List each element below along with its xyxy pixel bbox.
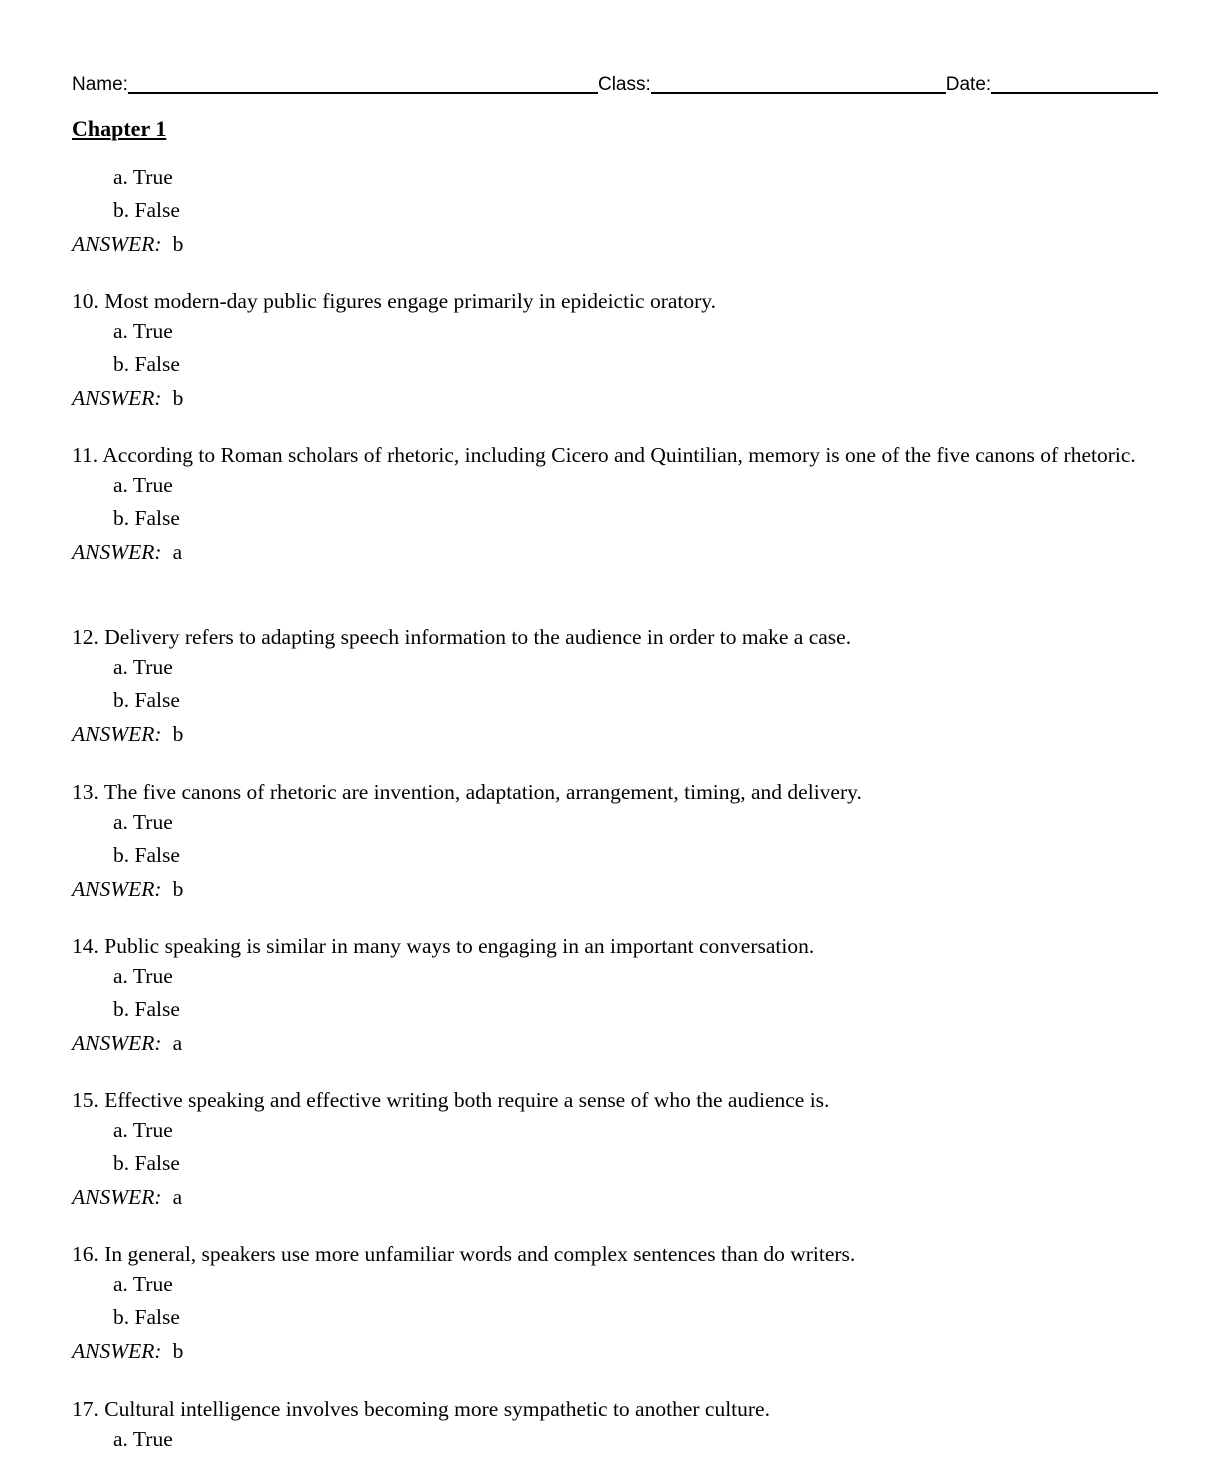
option-b: b. False [113,352,180,376]
question-stem: 11. According to Roman scholars of rhetoric, including Cicero and Quintilian, memory is one of the five canons of rhetoric. [72,443,1136,467]
class-label: Class: [597,74,651,95]
question-stem: 17. Cultural intelligence involves becoming more sympathetic to another culture. [72,1397,770,1421]
option-a: a. True [113,1427,173,1451]
question-stem: 16. In general, speakers use more unfamiliar words and complex sentences than do writers. [72,1242,856,1266]
answer-value: a [172,1185,183,1209]
option-a: a. True [113,655,173,679]
option-a: a. True [113,165,173,189]
option-b: b. False [113,688,180,712]
question-stem: 10. Most modern-day public figures engage primarily in epideictic oratory. [72,289,717,313]
question-item [72,1086,1158,1214]
option-a: a. True [113,810,173,834]
question-item [72,441,1158,569]
answer-label: ANSWER: [72,1339,162,1363]
option-a: a. True [113,1118,173,1142]
student-info-header [72,70,1158,96]
option-a: a. True [113,1272,173,1296]
chapter-title: Chapter 1 [72,116,167,141]
option-a: a. True [113,964,173,988]
answer-line [72,1334,1158,1368]
question-stem: 15. Effective speaking and effective writing both require a sense of who the audience is. [72,1088,830,1112]
option-b: b. False [113,1305,180,1329]
class-blank-line [651,74,946,94]
answer-label: ANSWER: [72,722,162,746]
answer-value: b [172,1339,184,1363]
answer-line [72,872,1158,906]
answer-value: b [172,877,184,901]
answer-line [72,1026,1158,1060]
question-stem: 14. Public speaking is similar in many ways to engaging in an important conversation. [72,934,815,958]
question-stem: 12. Delivery refers to adapting speech information to the audience in order to make a case. [72,625,852,649]
answer-line [72,535,1158,569]
question-item [72,932,1158,1060]
answer-label: ANSWER: [72,1185,162,1209]
option-b: b. False [113,506,180,530]
answer-line [72,717,1158,751]
option-a: a. True [113,319,173,343]
answer-value: b [172,722,184,746]
answer-line [72,381,1158,415]
answer-value: b [172,232,184,256]
answer-label: ANSWER: [72,386,162,410]
answer-label: ANSWER: [72,540,162,564]
answer-value: b [172,386,184,410]
answer-label: ANSWER: [72,1031,162,1055]
answer-label: ANSWER: [72,877,162,901]
question-item [72,778,1158,906]
option-b: b. False [113,198,180,222]
question-item [72,287,1158,415]
name-blank-line [128,74,598,94]
answer-label: ANSWER: [72,232,162,256]
option-a: a. True [113,473,173,497]
question-item [72,623,1158,751]
option-b: b. False [113,1151,180,1175]
answer-value: a [172,540,183,564]
question-item [72,1240,1158,1368]
date-blank-line [991,74,1158,94]
name-label: Name: [72,74,128,95]
option-b: b. False [113,997,180,1021]
question-stem: 13. The five canons of rhetoric are invention, adaptation, arrangement, timing, and delivery. [72,780,862,804]
answer-value: a [172,1031,183,1055]
question-item [72,1395,1158,1456]
answer-line [72,227,1158,261]
option-b: b. False [113,843,180,867]
question-item [72,161,1158,261]
answer-line [72,1180,1158,1214]
date-label: Date: [945,74,992,95]
